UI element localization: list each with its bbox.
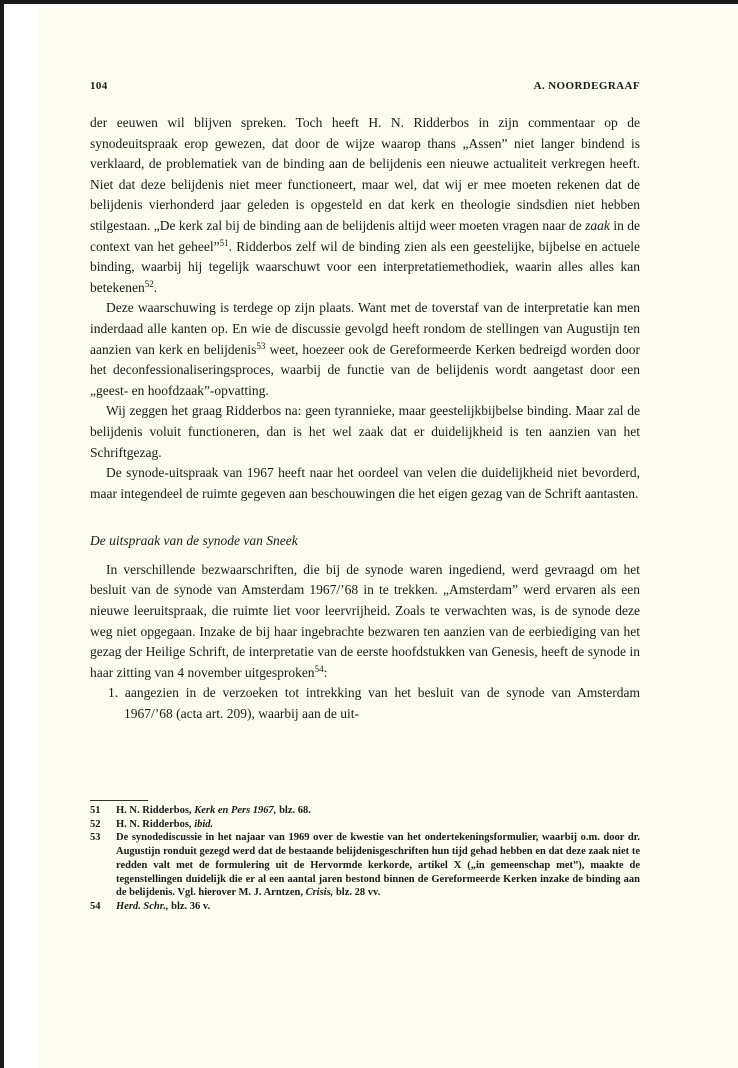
footnote-number: 54 [90,900,101,912]
footnote-ref-53[interactable]: 53 [256,340,266,351]
paragraph-2 [90,298,640,401]
footnote-number: 51 [90,805,101,816]
footnote-number: 52 [90,818,101,830]
footnote-emphasis: Crisis, [305,887,334,899]
paragraph-4: De synode-uitspraak van 1967 heeft naar het oordeel van velen die duidelijkheid niet bevorderd, maar integendeel de ruimte gegeven aan beschouwingen die het eigen gezag van de Schrift aantasten. [90,465,640,501]
section-heading: De uitspraak van de synode van Sneek [90,533,298,549]
footnote-text: H. N. Ridderbos, [116,818,195,830]
footnote-divider [90,800,148,801]
footnote-51 [90,804,640,818]
footnote-52 [90,818,640,832]
footnote-number: 53 [90,832,101,844]
paragraph-2-text-1: Deze waarschuwing is terdege op zijn plaats. Want met de toverstaf van de interpretatie kan men inderdaad alle kanten op. En wie de discussie gevolgd heeft rondom de stellingen van Augustijn ten aanzien van kerk en belijdenis [90,300,640,357]
footnote-54 [90,900,640,914]
scan-border-top [0,0,738,4]
footnote-ref-52[interactable]: 52 [144,278,154,289]
paragraph-1-text-2: in de context van het geheel” [90,217,641,254]
paragraph-5-text-2: : [323,664,328,680]
footnote-emphasis: Kerk en Pers 1967, [194,805,277,816]
footnote-ref-51[interactable]: 51 [219,237,229,248]
paragraph-1-text-1: der eeuwen wil blijven spreken. Toch heeft H. N. Ridderbos in zijn commentaar op de synodeuitspraak erop gewezen, dat door de wijze waarop thans „Assen” niet langer bindend is verklaard, de problematiek van de binding aan de belijdenis een nieuwe actualiteit verkregen heeft. Niet dat deze belijdenis niet meer functioneert, maar wel, dat wij er mee moeten rekenen dat de belijdenis vierhonderd jaar geleden is opgesteld en dat kerk en theologie sindsdien niet hebben stilgestaan. „De kerk zal bij de binding aan de belijdenis altijd weer moeten vragen naar de [90,115,640,233]
footnote-text: De synodediscussie in het najaar van 1969 over de kwestie van het ondertekeningsformulier, waarbij o.m. door dr. Augustijn ronduit gezegd werd dat de bestaande belijdenisgeschriften hun tijd gehad hebben en dat deze zaak niet te redden valt met de formulering uit de Hervormde kerkorde, artikel X („in gemeenschap met”), maakte de tegenstellingen duidelijk die er al een aantal jaren bestond binnen de Gereformeerde Kerken inzake de binding aan de belijdenis. Vgl. hierover M. J. Arntzen, [116,832,640,899]
footnote-ref-54[interactable]: 54 [314,663,324,674]
scan-border-left [0,0,4,1068]
numbered-item-1: 1. aangezien in de verzoeken tot intrekking van het besluit van de synode van Amsterdam 1967/’68 (acta art. 209), waarbij aan de uit- [108,685,640,722]
paragraph-5-text-1: In verschillende bezwaarschriften, die bij de synode waren ingediend, werd gevraagd om het besluit van de synode van Amsterdam 1967/’68 in te trekken. „Amsterdam” werd ervaren als een nieuwe leeruitspraak, die ruimte liet voor leervrijheid. Zoals te verwachten was, is de synode deze weg niet opgegaan. Inzake de bij haar ingebrachte bezwaren ten aanzien van de eerbiediging van het gezag der Heilige Schrift, de interpretatie van de eerste hoofdstukken van Genesis, heeft de synode in haar zitting van 4 november uitgesproken [90,561,640,680]
footnote-text-end: blz. 28 vv. [333,887,381,899]
paragraph-1-emphasis: zaak [585,217,610,233]
footnote-emphasis: Herd. Schr., [116,900,169,912]
footnotes [90,804,640,914]
footnote-emphasis: ibid. [194,818,214,830]
running-header [90,80,640,96]
footnote-text: H. N. Ridderbos, [116,805,195,816]
paragraph-2-text-2: weet, hoezeer ook de Gereformeerde Kerken bedreigd worden door het deconfessionaliseringsproces, waarbij de functie van de belijdenis wordt aangetast door een „geest- en hoofdzaak”-opvatting. [90,341,640,398]
paragraph-1-text-3: . Ridderbos zelf wil de binding zien als een geestelijke, bijbelse en actuele binding, waarbij hij tegelijk waarschuwt voor een interpretatiemethodiek, waarin alles alles kan betekenen [90,238,640,295]
page-number: 104 [90,80,108,92]
body-text [90,113,640,725]
footnote-text-end: blz. 36 v. [168,900,211,912]
paragraph-1 [90,113,640,298]
paragraph-1-text-4: . [153,279,158,295]
paragraph-5 [90,560,640,684]
running-title: A. NOORDEGRAAF [533,80,640,92]
footnote-53 [90,831,640,900]
footnote-text-end: blz. 68. [276,805,311,816]
paragraph-3: Wij zeggen het graag Ridderbos na: geen tyrannieke, maar geestelijkbijbelse binding. Maar zal de belijdenis voluit functioneren, dan is het wel zaak dat er duidelijkheid is ten aanzien van het Schriftgezag. [90,403,640,460]
